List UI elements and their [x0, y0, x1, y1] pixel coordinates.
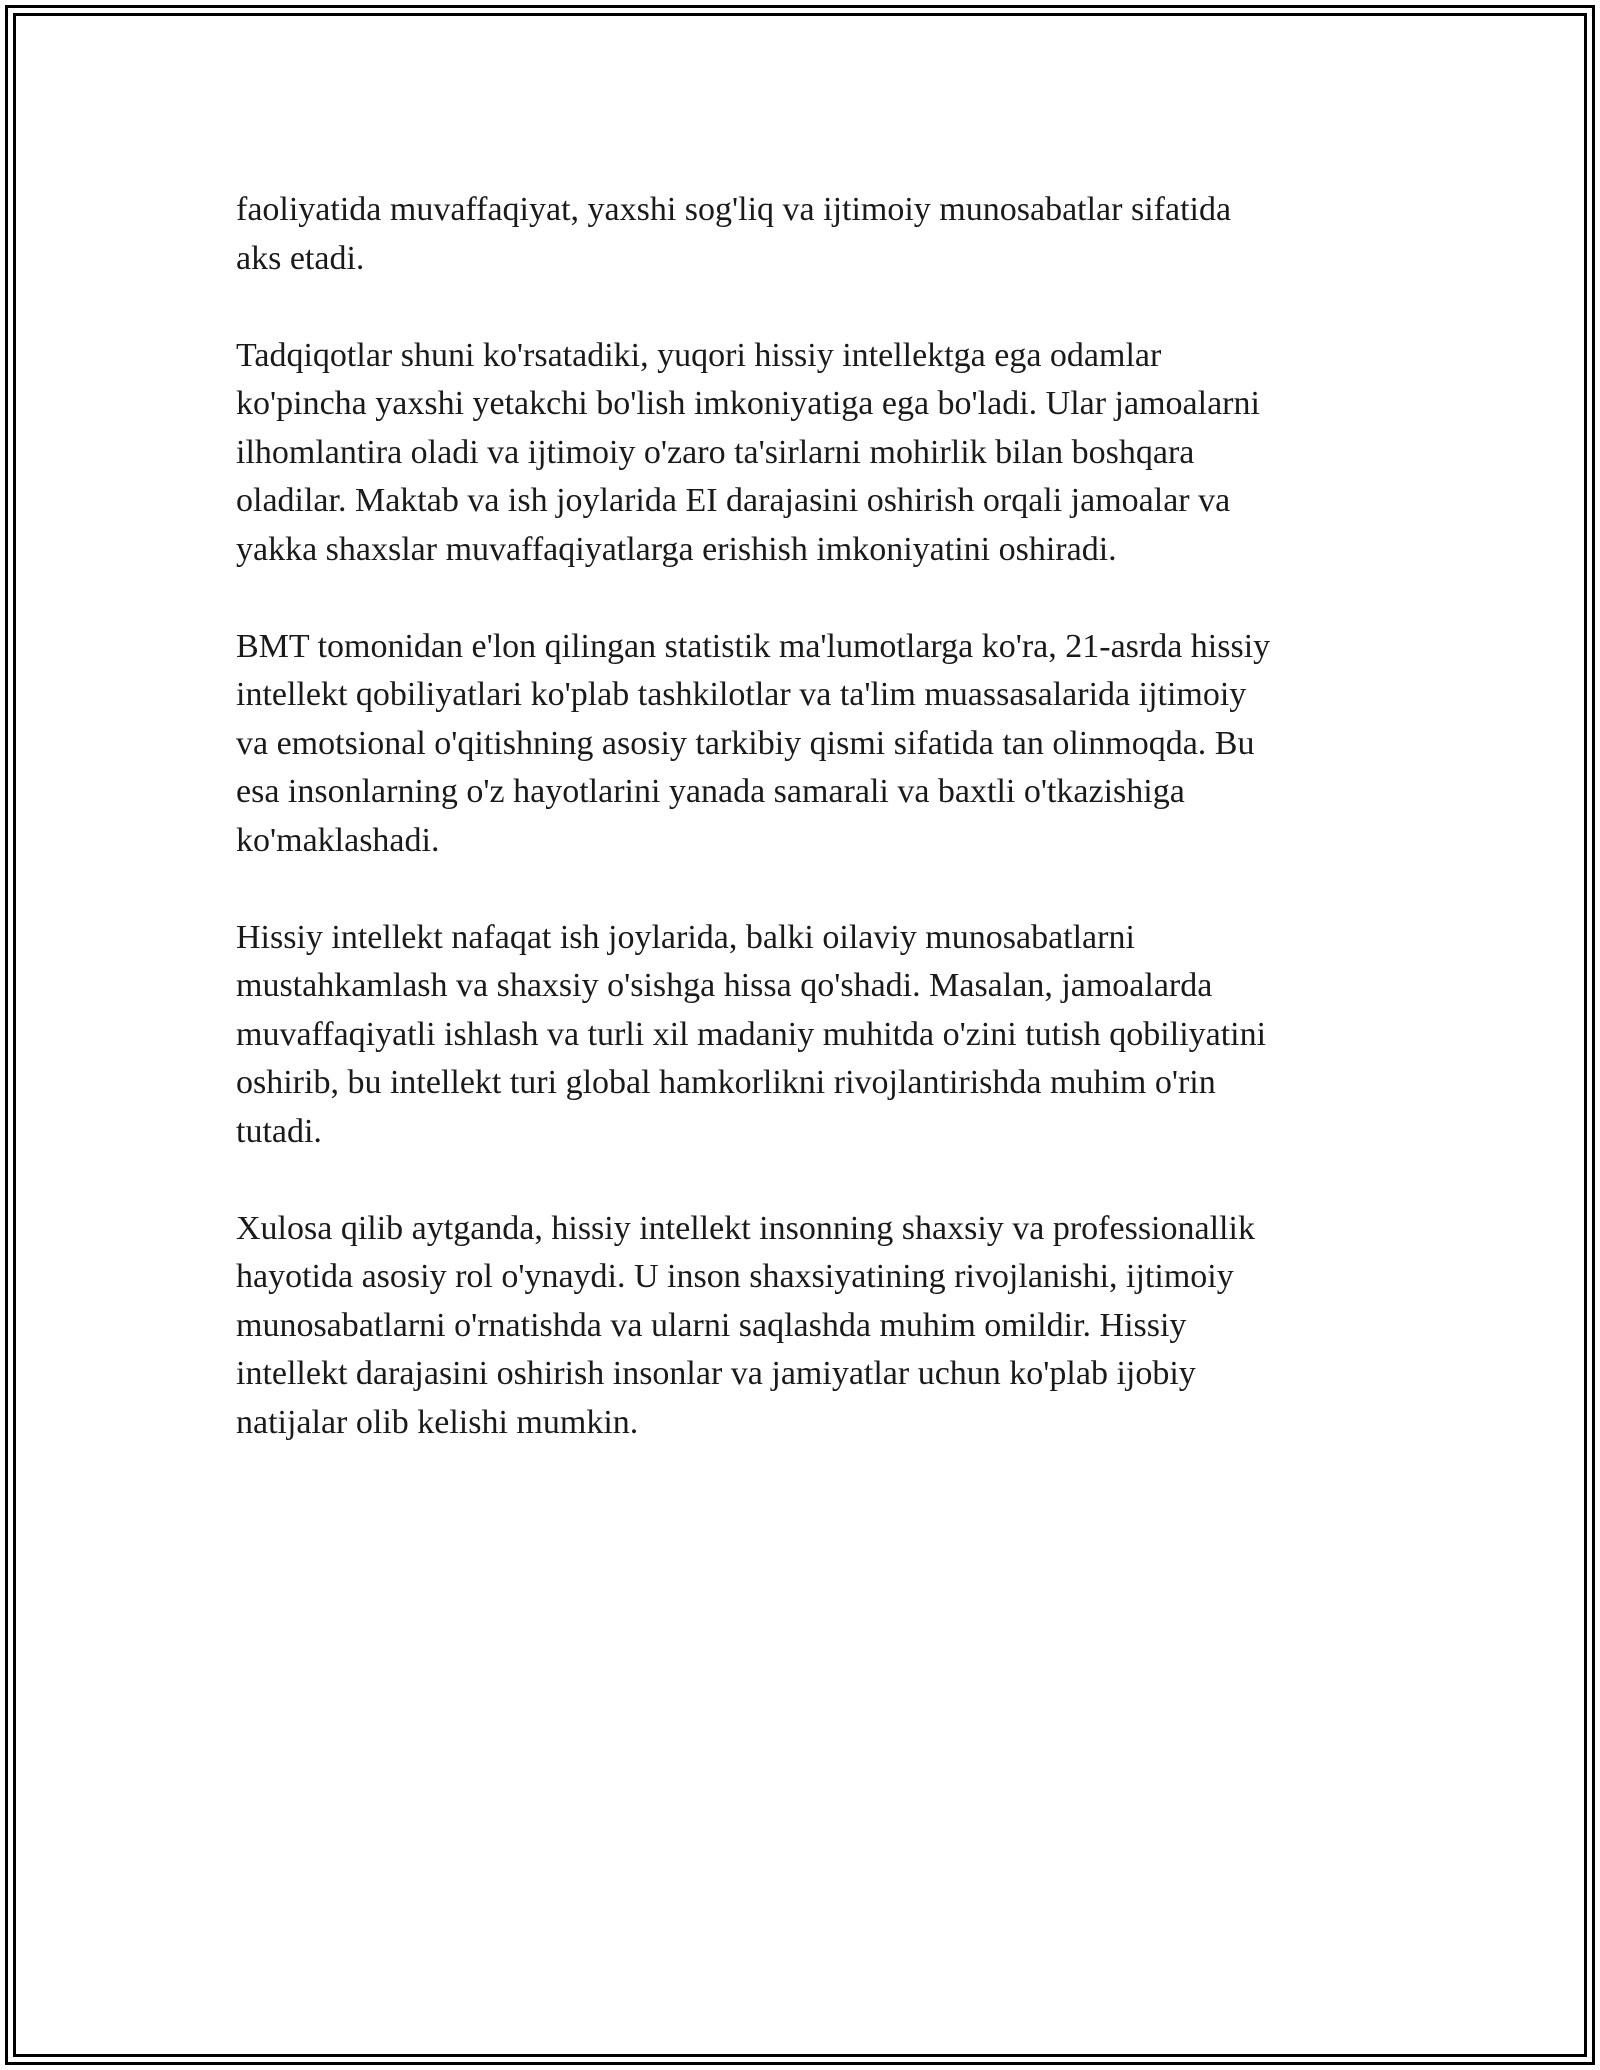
paragraph-3: BMT tomonidan e'lon qilingan statistik ma'lumotlarga ko'ra, 21-asrda hissiy intellekt qobiliyatlari ko'plab tashkilotlar va ta'lim muassasalarida ijtimoiy va emotsional o'qitishning asosiy tarkibiy qismi sifatida tan olinmoqda. Bu esa insonlarning o'z hayotlarini yanada samarali va baxtli o'tkazishiga ko'maklashadi. — [236, 627, 1271, 859]
paragraph-2: Tadqiqotlar shuni ko'rsatadiki, yuqori hissiy intellektga ega odamlar ko'pincha yaxshi yetakchi bo'lish imkoniyatiga ega bo'ladi. Ular jamoalarni ilhomlantira oladi va ijtimoiy o'zaro ta'sirlarni mohirlik bilan boshqara oladilar. Maktab va ish joylarida EI darajasini oshirish orqali jamoalar va yakka shaxslar muvaffaqiyatlarga erishish imkoniyatini oshiradi. — [236, 336, 1260, 568]
paragraph-1: faoliyatida muvaffaqiyat, yaxshi sog'liq va ijtimoiy munosabatlar sifatida aks etadi. — [236, 191, 1232, 277]
document-body — [236, 186, 1366, 1496]
paragraph-4: Hissiy intellekt nafaqat ish joylarida, balki oilaviy munosabatlarni mustahkamlash va shaxsiy o'sishga hissa qo'shadi. Masalan, jamoalarda muvaffaqiyatli ishlash va turli xil madaniy muhitda o'zini tutish qobiliyatini oshirib, bu intellekt turi global hamkorlikni rivojlantirishda muhim o'rin tutadi. — [236, 918, 1267, 1150]
paragraph-5: Xulosa qilib aytganda, hissiy intellekt insonning shaxsiy va professionallik hayotida asosiy rol o'ynaydi. U inson shaxsiyatining rivojlanishi, ijtimoiy munosabatlarni o'rnatishda va ularni saqlashda muhim omildir. Hissiy intellekt darajasini oshirish insonlar va jamiyatlar uchun ko'plab ijobiy natijalar olib kelishi mumkin. — [236, 1209, 1255, 1441]
